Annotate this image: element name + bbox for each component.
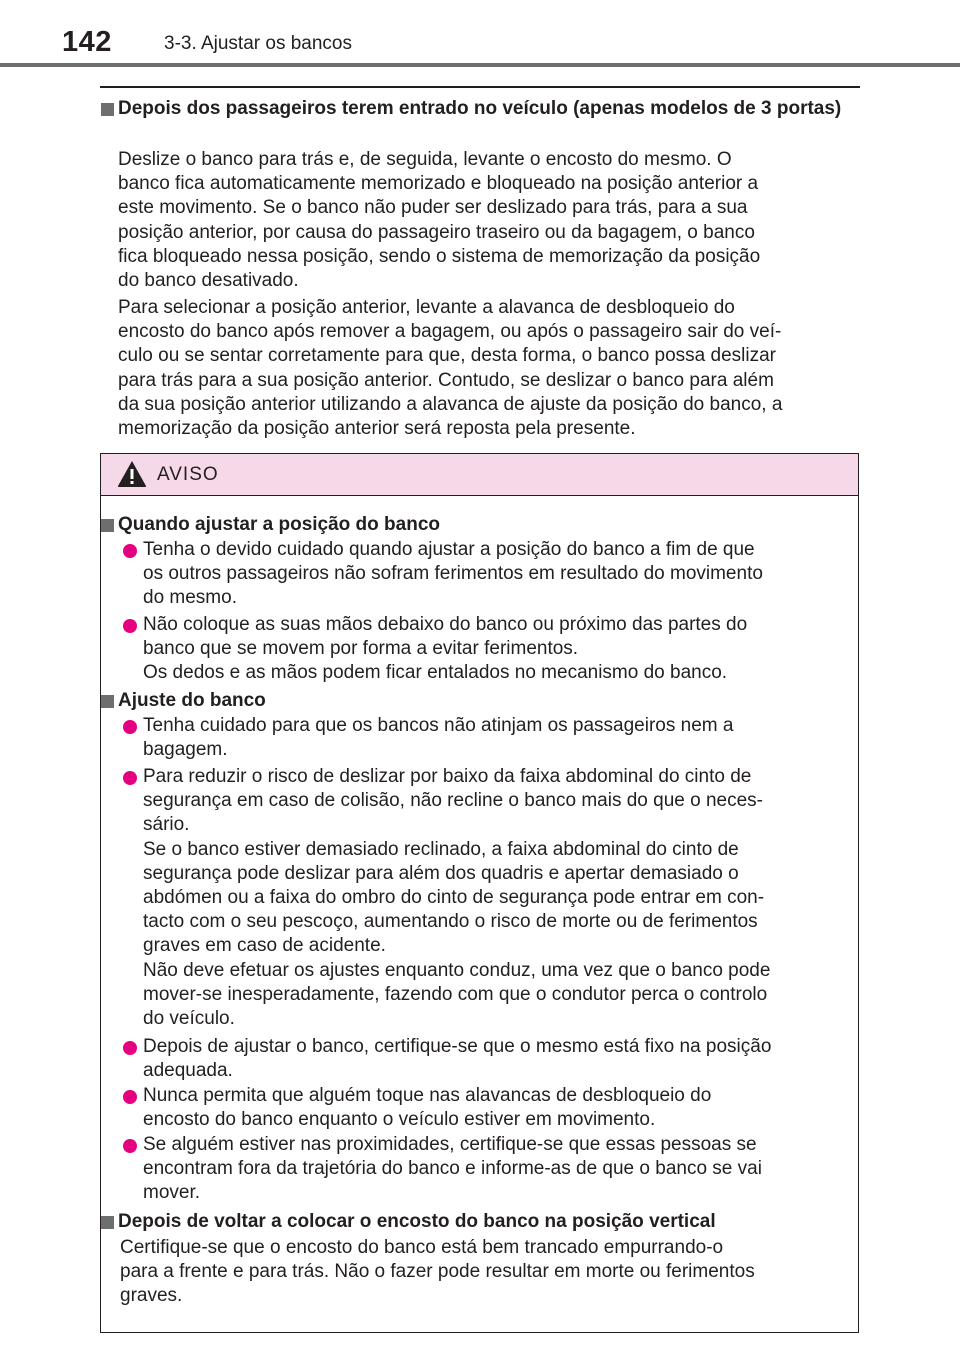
warning-section-1-bullet-1 bbox=[143, 538, 853, 611]
text-line: do banco desativado. bbox=[118, 270, 299, 292]
bullet-dot-icon bbox=[123, 619, 137, 633]
content-top-rule bbox=[100, 86, 860, 88]
warning-section-2-heading: Ajuste do banco bbox=[118, 690, 266, 711]
page-number: 142 bbox=[62, 26, 112, 58]
text-line: segurança em caso de colisão, não recline o banco mais do que o neces- bbox=[143, 790, 763, 812]
page-header bbox=[0, 0, 960, 70]
text-line: graves em caso de acidente. bbox=[143, 935, 386, 957]
text-line: para trás para a sua posição anterior. Contudo, se deslizar o banco para além bbox=[118, 369, 774, 391]
warning-section-3-heading: Depois de voltar a colocar o encosto do banco na posição vertical bbox=[118, 1211, 716, 1232]
text-line: do veículo. bbox=[143, 1008, 235, 1030]
text-line: para a frente e para trás. Não o fazer pode resultar em morte ou ferimentos bbox=[120, 1261, 755, 1283]
text-line: adequada. bbox=[143, 1060, 233, 1082]
square-bullet-icon bbox=[101, 695, 114, 708]
text-line: Tenha cuidado para que os bancos não atinjam os passageiros nem a bbox=[143, 715, 734, 736]
bullet-dot-icon bbox=[123, 544, 137, 558]
intro-paragraph-2 bbox=[118, 296, 854, 441]
text-line: Depois de ajustar o banco, certifique-se que o mesmo está fixo na posição bbox=[143, 1036, 772, 1057]
text-line: abdómen ou a faixa do ombro do cinto de segurança pode entrar em con- bbox=[143, 887, 765, 909]
warning-triangle-icon bbox=[117, 460, 147, 488]
text-line: Deslize o banco para trás e, de seguida, levante o encosto do mesmo. O bbox=[118, 149, 732, 170]
text-line: banco fica automaticamente memorizado e bloqueado na posição anterior a bbox=[118, 173, 759, 195]
text-line: bagagem. bbox=[143, 739, 228, 761]
warning-section-2-bullet-1 bbox=[143, 714, 853, 762]
bullet-dot-icon bbox=[123, 1139, 137, 1153]
intro-heading: Depois dos passageiros terem entrado no veículo (apenas modelos de 3 portas) bbox=[118, 98, 842, 119]
text-line: Para reduzir o risco de deslizar por baixo da faixa abdominal do cinto de bbox=[143, 766, 752, 787]
square-bullet-icon bbox=[101, 519, 114, 532]
bullet-dot-icon bbox=[123, 720, 137, 734]
text-line: mover-se inesperadamente, fazendo com que o condutor perca o controlo bbox=[143, 983, 768, 1005]
text-line: Os dedos e as mãos podem ficar entalados no mecanismo do banco. bbox=[143, 662, 728, 684]
text-line: sário. bbox=[143, 814, 190, 836]
warning-section-1-heading: Quando ajustar a posição do banco bbox=[118, 514, 440, 535]
intro-paragraph-1 bbox=[118, 148, 854, 293]
text-line: Tenha o devido cuidado quando ajustar a posição do banco a fim de que bbox=[143, 539, 755, 560]
square-bullet-icon bbox=[101, 103, 114, 116]
warning-section-1-bullet-2 bbox=[143, 613, 853, 686]
bullet-dot-icon bbox=[123, 771, 137, 785]
warning-header bbox=[101, 454, 858, 496]
text-line: Se alguém estiver nas proximidades, certifique-se que essas pessoas se bbox=[143, 1134, 757, 1155]
text-line: banco que se movem por forma a evitar ferimentos. bbox=[143, 638, 579, 660]
header-rule bbox=[0, 63, 960, 67]
text-line: Não deve efetuar os ajustes enquanto conduz, uma vez que o banco pode bbox=[143, 959, 771, 981]
text-line: posição anterior, por causa do passageiro traseiro ou da bagagem, o banco bbox=[118, 221, 755, 243]
text-line: da sua posição anterior utilizando a alavanca de ajuste da posição do banco, a bbox=[118, 393, 783, 415]
text-line: fica bloqueado nessa posição, sendo o sistema de memorização da posição bbox=[118, 245, 761, 267]
text-line: encontram fora da trajetória do banco e informe-as de que o banco se vai bbox=[143, 1158, 762, 1180]
text-line: os outros passageiros não sofram ferimentos em resultado do movimento bbox=[143, 563, 763, 585]
text-line: graves. bbox=[120, 1285, 183, 1307]
warning-section-2-bullet-4 bbox=[143, 1084, 853, 1132]
warning-section-3-body bbox=[120, 1236, 844, 1309]
warning-section-2-bullet-2 bbox=[143, 765, 853, 1031]
warning-section-2-bullet-3 bbox=[143, 1035, 853, 1083]
text-line: Não coloque as suas mãos debaixo do banco ou próximo das partes do bbox=[143, 614, 748, 635]
text-line: Se o banco estiver demasiado reclinado, a faixa abdominal do cinto de bbox=[143, 838, 739, 860]
bullet-dot-icon bbox=[123, 1041, 137, 1055]
bullet-dot-icon bbox=[123, 1090, 137, 1104]
text-line: encosto do banco enquanto o veículo estiver em movimento. bbox=[143, 1109, 656, 1131]
text-line: este movimento. Se o banco não puder ser deslizado para trás, para a sua bbox=[118, 197, 748, 219]
text-line: Nunca permita que alguém toque nas alavancas de desbloqueio do bbox=[143, 1085, 712, 1106]
section-title: 3-3. Ajustar os bancos bbox=[164, 33, 352, 54]
text-line: do mesmo. bbox=[143, 587, 237, 609]
square-bullet-icon bbox=[101, 1216, 114, 1229]
text-line: segurança pode deslizar para além dos quadris e apertar demasiado o bbox=[143, 862, 739, 884]
text-line: mover. bbox=[143, 1182, 201, 1204]
text-line: Certifique-se que o encosto do banco está bem trancado empurrando-o bbox=[120, 1237, 724, 1258]
text-line: Para selecionar a posição anterior, levante a alavanca de desbloqueio do bbox=[118, 297, 735, 318]
warning-title: AVISO bbox=[157, 464, 219, 485]
text-line: tacto com o seu pescoço, aumentando o risco de morte ou de ferimentos bbox=[143, 911, 758, 933]
text-line: memorização da posição anterior será reposta pela presente. bbox=[118, 418, 636, 440]
warning-section-2-bullet-5 bbox=[143, 1133, 853, 1206]
text-line: encosto do banco após remover a bagagem, ou após o passageiro sair do veí- bbox=[118, 321, 782, 343]
text-line: culo ou se sentar corretamente para que, desta forma, o banco possa deslizar bbox=[118, 345, 776, 367]
